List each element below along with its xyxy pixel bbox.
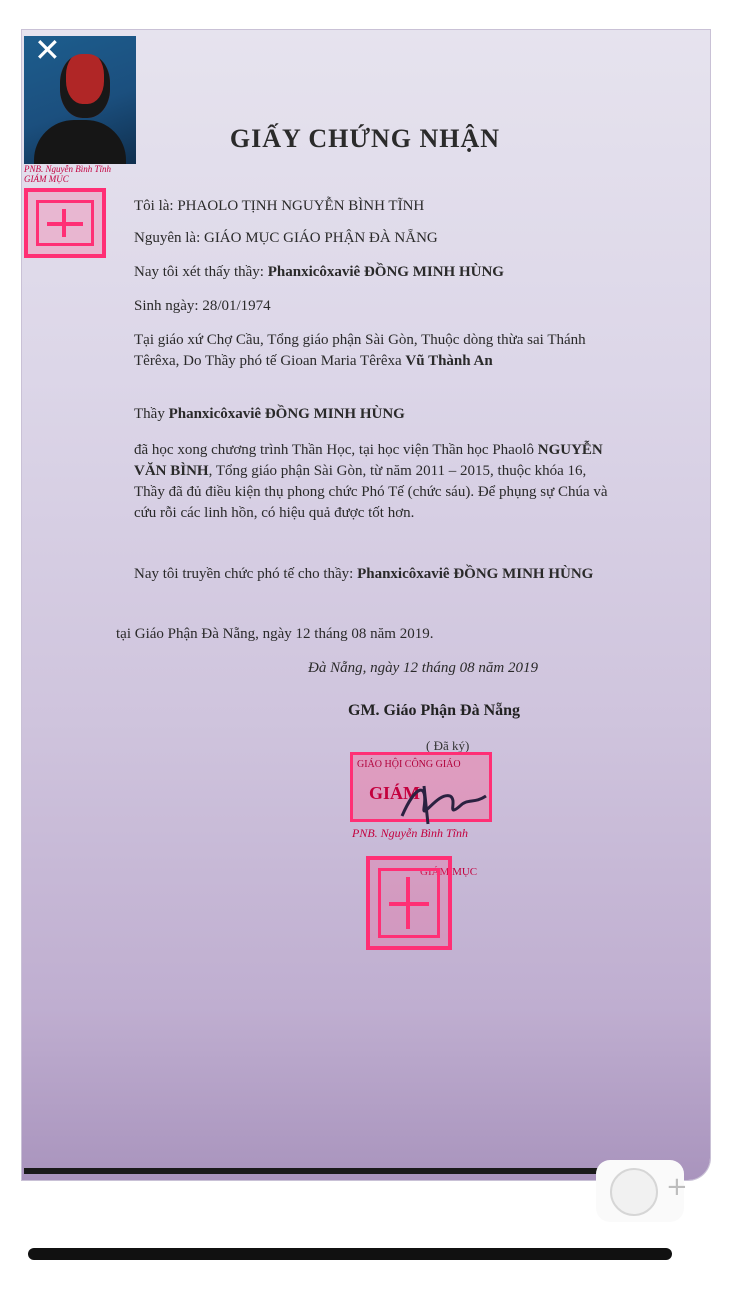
line-xet-name: Phanxicôxaviê ĐỒNG MINH HÙNG	[267, 264, 504, 280]
seal-mid-text: GIÁM	[369, 783, 420, 803]
para3-label: Nay tôi truyền chức phó tế cho thầy:	[134, 566, 358, 582]
portrait-face	[60, 54, 110, 118]
para2-a: đã học xong chương trình Thần Học, tại học viện Thần học Phaolô	[134, 442, 538, 458]
signatory-title: GM. Giáo Phận Đà Nẵng	[348, 702, 521, 719]
para2-b: NGUYỄN VĂN BÌNH	[134, 442, 603, 479]
signed-note: ( Đã ký)	[426, 738, 470, 753]
avatar-ring-icon	[610, 1168, 658, 1216]
issue-date: Đà Nẵng, ngày 12 tháng 08 năm 2019	[308, 660, 538, 676]
line-xet-label: Nay tôi xét thấy thầy:	[134, 264, 268, 280]
line-sinh-ngay: Sinh ngày: 28/01/1974	[134, 298, 271, 314]
large-seal-glyph	[378, 868, 440, 938]
line-toi-la: Tôi là: PHAOLO TỊNH NGUYỄN BÌNH TĨNH	[134, 198, 425, 214]
document-title: GIẤY CHỨNG NHẬN	[229, 124, 501, 153]
line-thay	[134, 406, 405, 423]
signature-name-stamp: PNB. Nguyễn Bình Tĩnh	[352, 826, 468, 840]
close-icon[interactable]: ✕	[34, 31, 61, 69]
paragraph-truyen-chuc	[134, 564, 610, 585]
floating-action[interactable]	[596, 1160, 688, 1222]
para1-text: Tại giáo xứ Chợ Cầu, Tổng giáo phận Sài Gòn, Thuộc dòng thừa sai Thánh Têrêxa, Do Thầy phó tế Gioan Maria Têrêxa	[134, 332, 586, 369]
line-nguyen-la: Nguyên là: GIÁO MỤC GIÁO PHẬN ĐÀ NẴNG	[134, 230, 438, 246]
paragraph-giao-xu	[134, 330, 610, 372]
signature-role-stamp: GIÁM MỤC	[420, 866, 478, 878]
large-square-seal	[366, 856, 452, 950]
line-xet-thay	[134, 264, 504, 281]
home-indicator-bar	[28, 1248, 672, 1260]
para2-c: , Tổng giáo phận Sài Gòn, từ năm 2011 – 2015, thuộc khóa 16, Thầy đã đủ điều kiện thụ phong chức Phó Tế (chức sáu). Để phụng sự Chúa và cứu rỗi các linh hồn, có hiệu quả được tốt hơn.	[134, 463, 608, 521]
paragraph-hoc-xong	[134, 440, 610, 524]
photo-signature-stamp: PNB. Nguyễn Bình Tĩnh GIÁM MỤC	[24, 164, 111, 184]
plus-icon: +	[666, 1172, 688, 1202]
seal-glyph	[36, 200, 94, 246]
seal-top-text: GIÁO HỘI CÔNG GIÁO	[357, 759, 461, 770]
para3-name: Phanxicôxaviê ĐỒNG MINH HÙNG	[357, 566, 594, 582]
paper-shadow-edge	[24, 1168, 644, 1174]
line-tai-giao-phan: tại Giáo Phận Đà Nẵng, ngày 12 tháng 08 năm 2019.	[116, 626, 434, 642]
handwritten-signature	[394, 778, 494, 826]
line-thay-name: Phanxicôxaviê ĐỒNG MINH HÙNG	[168, 406, 405, 422]
small-square-seal	[24, 188, 106, 258]
para1-bold: Vũ Thành An	[405, 353, 493, 369]
line-thay-label: Thầy	[134, 406, 169, 422]
